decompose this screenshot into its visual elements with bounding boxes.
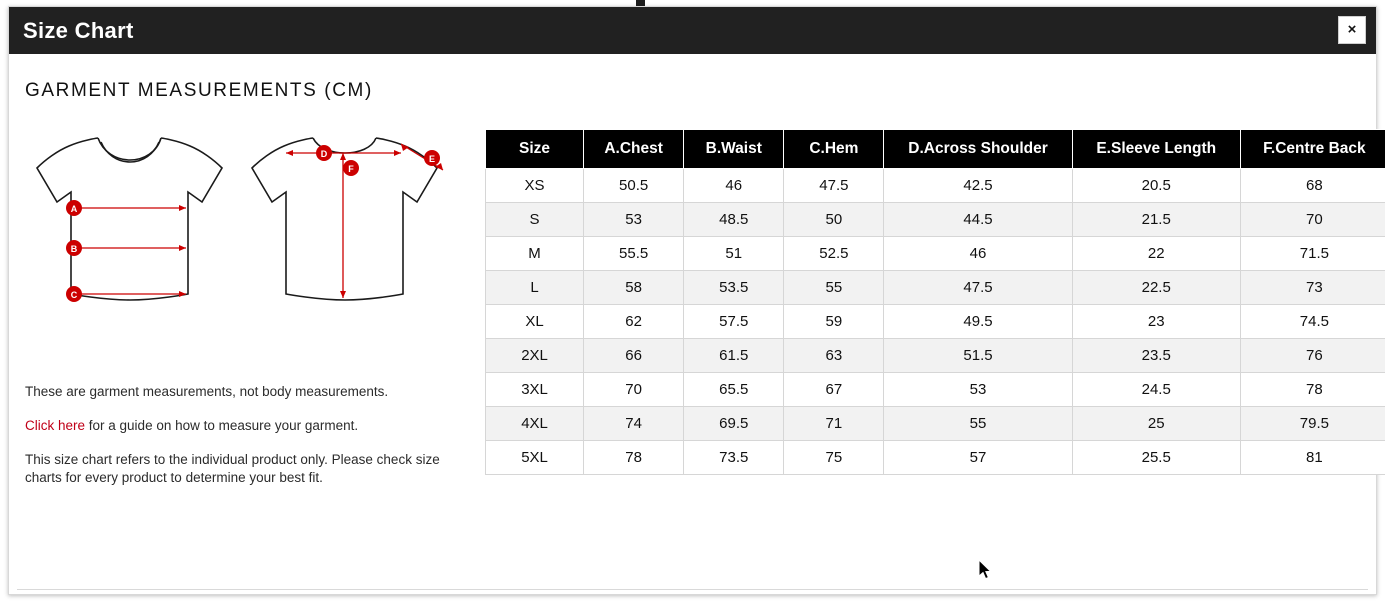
cell-chest: 66 bbox=[584, 339, 684, 373]
cell-chest: 62 bbox=[584, 305, 684, 339]
column-header-sleeve-length: E.Sleeve Length bbox=[1072, 130, 1240, 169]
cell-size: 3XL bbox=[486, 373, 584, 407]
cell-hem: 71 bbox=[784, 407, 884, 441]
cell-centre-back: 73 bbox=[1240, 271, 1385, 305]
cell-sleeve-length: 23.5 bbox=[1072, 339, 1240, 373]
cell-sleeve-length: 22.5 bbox=[1072, 271, 1240, 305]
table-row bbox=[486, 169, 1385, 203]
svg-text:B: B bbox=[70, 244, 78, 254]
note-line-1: These are garment measurements, not body measurements. bbox=[25, 384, 389, 399]
svg-text:E: E bbox=[428, 154, 436, 164]
cell-size: M bbox=[486, 237, 584, 271]
note-line-2-rest: for a guide on how to measure your garment. bbox=[85, 418, 359, 433]
cell-chest: 70 bbox=[584, 373, 684, 407]
cell-hem: 75 bbox=[784, 441, 884, 475]
cell-hem: 55 bbox=[784, 271, 884, 305]
svg-text:D: D bbox=[320, 149, 328, 159]
cell-size: 4XL bbox=[486, 407, 584, 441]
cell-waist: 65.5 bbox=[684, 373, 784, 407]
cell-centre-back: 70 bbox=[1240, 203, 1385, 237]
cell-waist: 57.5 bbox=[684, 305, 784, 339]
cell-centre-back: 78 bbox=[1240, 373, 1385, 407]
note-line-2 bbox=[25, 417, 455, 435]
section-heading: GARMENT MEASUREMENTS (CM) bbox=[25, 80, 373, 101]
cell-sleeve-length: 24.5 bbox=[1072, 373, 1240, 407]
cell-centre-back: 79.5 bbox=[1240, 407, 1385, 441]
column-header-chest: A.Chest bbox=[584, 130, 684, 169]
cell-waist: 69.5 bbox=[684, 407, 784, 441]
cell-chest: 53 bbox=[584, 203, 684, 237]
column-header-hem: C.Hem bbox=[784, 130, 884, 169]
cell-sleeve-length: 20.5 bbox=[1072, 169, 1240, 203]
measurement-notes bbox=[23, 383, 455, 487]
cell-hem: 50 bbox=[784, 203, 884, 237]
table-row bbox=[486, 305, 1385, 339]
table-header-row bbox=[486, 130, 1385, 169]
cell-size: S bbox=[486, 203, 584, 237]
cell-chest: 58 bbox=[584, 271, 684, 305]
cell-waist: 61.5 bbox=[684, 339, 784, 373]
tshirt-measurement-illustration bbox=[23, 126, 463, 361]
cell-across-shoulder: 49.5 bbox=[884, 305, 1072, 339]
footer-divider bbox=[17, 589, 1368, 590]
cell-size: 2XL bbox=[486, 339, 584, 373]
cell-sleeve-length: 22 bbox=[1072, 237, 1240, 271]
modal-body bbox=[9, 54, 1376, 594]
table-row bbox=[486, 237, 1385, 271]
cell-across-shoulder: 46 bbox=[884, 237, 1072, 271]
column-header-size: Size bbox=[486, 130, 584, 169]
cell-waist: 53.5 bbox=[684, 271, 784, 305]
cell-size: 5XL bbox=[486, 441, 584, 475]
cell-across-shoulder: 51.5 bbox=[884, 339, 1072, 373]
cell-waist: 48.5 bbox=[684, 203, 784, 237]
cell-hem: 52.5 bbox=[784, 237, 884, 271]
cell-across-shoulder: 42.5 bbox=[884, 169, 1072, 203]
cell-chest: 74 bbox=[584, 407, 684, 441]
cell-hem: 59 bbox=[784, 305, 884, 339]
svg-text:F: F bbox=[348, 164, 354, 174]
right-column bbox=[475, 126, 1385, 475]
svg-text:A: A bbox=[70, 204, 78, 214]
cell-across-shoulder: 57 bbox=[884, 441, 1072, 475]
column-header-centre-back: F.Centre Back bbox=[1240, 130, 1385, 169]
cell-across-shoulder: 55 bbox=[884, 407, 1072, 441]
content-row bbox=[23, 126, 1366, 503]
page-title: Size Chart bbox=[23, 17, 134, 43]
column-header-waist: B.Waist bbox=[684, 130, 784, 169]
cell-chest: 50.5 bbox=[584, 169, 684, 203]
cell-sleeve-length: 25 bbox=[1072, 407, 1240, 441]
cell-sleeve-length: 25.5 bbox=[1072, 441, 1240, 475]
cell-across-shoulder: 44.5 bbox=[884, 203, 1072, 237]
cell-centre-back: 76 bbox=[1240, 339, 1385, 373]
cell-sleeve-length: 21.5 bbox=[1072, 203, 1240, 237]
cell-chest: 55.5 bbox=[584, 237, 684, 271]
cell-hem: 47.5 bbox=[784, 169, 884, 203]
table-row bbox=[486, 271, 1385, 305]
cell-size: L bbox=[486, 271, 584, 305]
cell-size: XL bbox=[486, 305, 584, 339]
garment-diagram bbox=[23, 126, 463, 361]
cell-centre-back: 71.5 bbox=[1240, 237, 1385, 271]
cell-sleeve-length: 23 bbox=[1072, 305, 1240, 339]
size-chart-table bbox=[485, 129, 1385, 475]
cell-centre-back: 68 bbox=[1240, 169, 1385, 203]
cell-hem: 67 bbox=[784, 373, 884, 407]
cell-chest: 78 bbox=[584, 441, 684, 475]
cell-size: XS bbox=[486, 169, 584, 203]
cell-centre-back: 74.5 bbox=[1240, 305, 1385, 339]
table-row bbox=[486, 203, 1385, 237]
column-header-across-shoulder: D.Across Shoulder bbox=[884, 130, 1072, 169]
modal-header bbox=[9, 7, 1376, 54]
cell-waist: 51 bbox=[684, 237, 784, 271]
cell-across-shoulder: 53 bbox=[884, 373, 1072, 407]
close-icon[interactable]: × bbox=[1338, 16, 1366, 44]
cell-waist: 73.5 bbox=[684, 441, 784, 475]
table-row bbox=[486, 441, 1385, 475]
cell-centre-back: 81 bbox=[1240, 441, 1385, 475]
table-row bbox=[486, 339, 1385, 373]
svg-text:C: C bbox=[70, 290, 78, 300]
table-row bbox=[486, 373, 1385, 407]
cell-across-shoulder: 47.5 bbox=[884, 271, 1072, 305]
size-chart-modal bbox=[8, 6, 1377, 595]
cell-waist: 46 bbox=[684, 169, 784, 203]
table-row bbox=[486, 407, 1385, 441]
left-column bbox=[23, 126, 475, 503]
note-line-3: This size chart refers to the individual product only. Please check size charts for every product to determine your best fit. bbox=[25, 452, 440, 485]
measure-guide-link[interactable]: Click here bbox=[25, 418, 86, 433]
cell-hem: 63 bbox=[784, 339, 884, 373]
